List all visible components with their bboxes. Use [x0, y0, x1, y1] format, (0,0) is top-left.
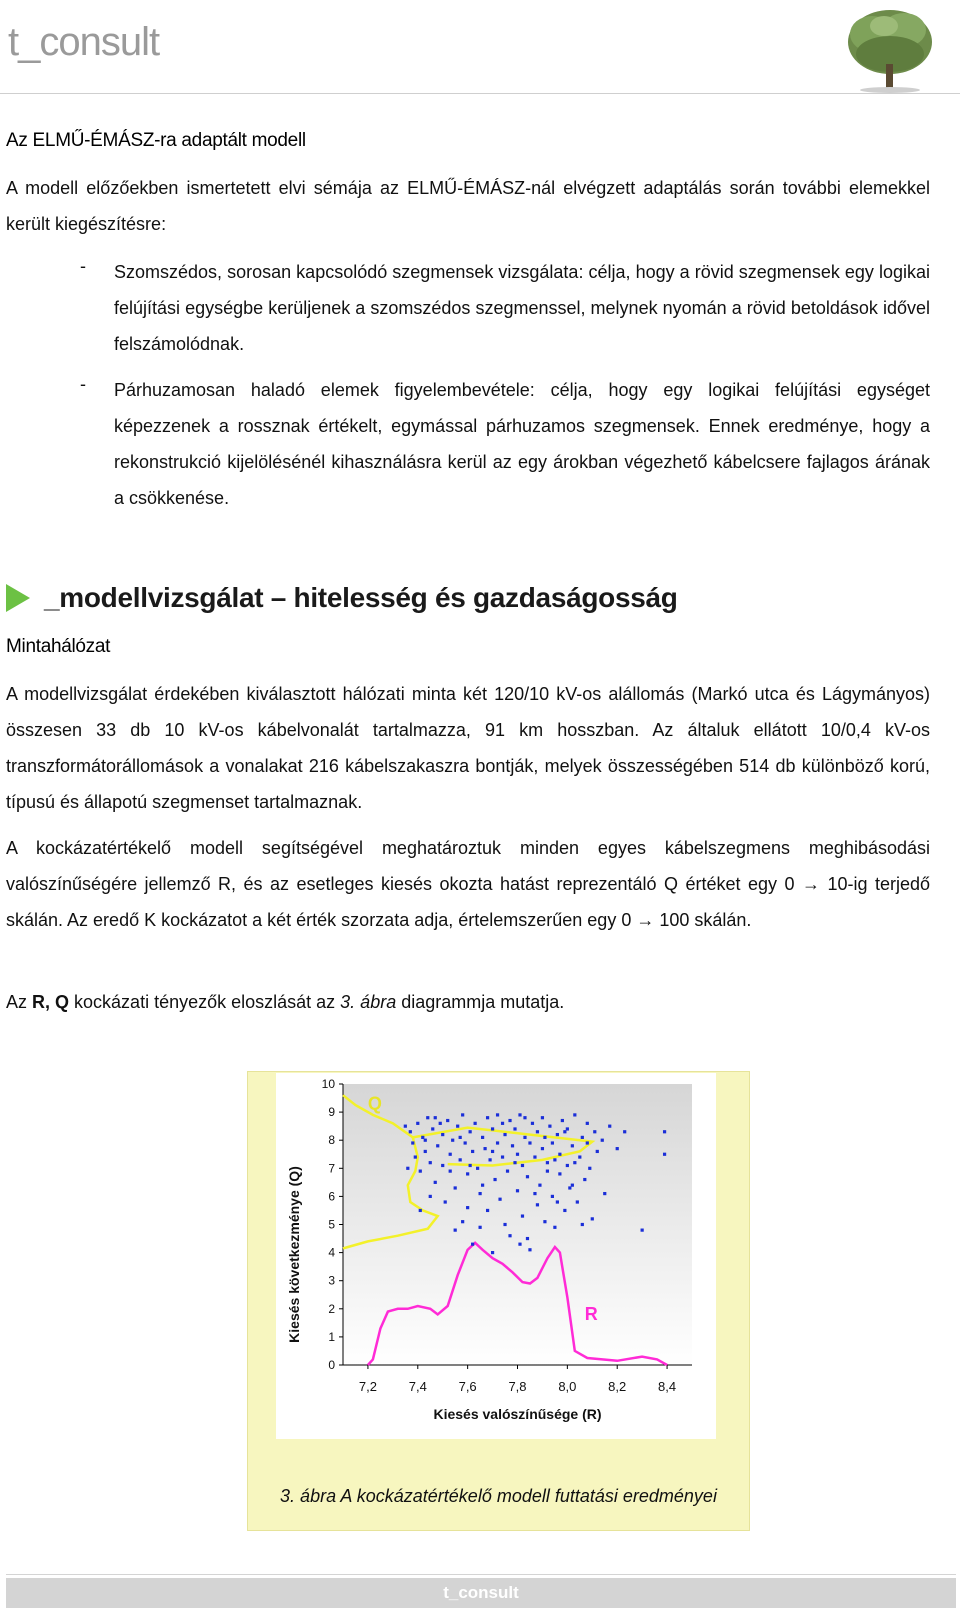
- data-point: [538, 1184, 541, 1187]
- data-point: [556, 1133, 559, 1136]
- data-point: [491, 1251, 494, 1254]
- data-point: [541, 1116, 544, 1119]
- data-point: [474, 1122, 477, 1125]
- x-tick-label: 7,6: [458, 1379, 477, 1394]
- curve-label: Q: [367, 1093, 382, 1114]
- data-point: [521, 1164, 524, 1167]
- data-point: [558, 1153, 561, 1156]
- data-point: [496, 1113, 499, 1116]
- bullet-marker: -: [80, 256, 86, 276]
- data-point: [541, 1147, 544, 1150]
- data-point: [581, 1136, 584, 1139]
- data-point: [588, 1167, 591, 1170]
- paragraph-network: A modellvizsgálat érdekében kiválasztott hálózati minta két 120/10 kV-os alállomás (Markó utca és Lágymányos) összesen 33 db 10 kV-os kábelvonalát tartalmazza, 91 km hosszban. Az általuk ellátott 10/0,4 kV-os transzformátorállomások a vonalakat 216 kábelszakaszra bontják, melyek összességében 514 db különböző korú, típusú és állapotú szegmenset tartalmaznak.: [6, 684, 930, 812]
- data-point: [518, 1243, 521, 1246]
- data-point: [424, 1150, 427, 1153]
- data-point: [513, 1127, 516, 1130]
- data-point: [663, 1153, 666, 1156]
- data-point: [583, 1178, 586, 1181]
- data-point: [406, 1167, 409, 1170]
- data-point: [581, 1223, 584, 1226]
- data-point: [523, 1136, 526, 1139]
- page-header: [0, 0, 960, 96]
- data-point: [601, 1139, 604, 1142]
- data-point: [531, 1122, 534, 1125]
- x-axis-label: Kiesés valószínűsége (R): [433, 1406, 602, 1422]
- data-point: [508, 1234, 511, 1237]
- data-point: [561, 1119, 564, 1122]
- data-point: [586, 1141, 589, 1144]
- data-point: [563, 1130, 566, 1133]
- footer-divider: [6, 1574, 956, 1575]
- data-point: [491, 1150, 494, 1153]
- data-point: [409, 1130, 412, 1133]
- data-point: [566, 1164, 569, 1167]
- data-point: [481, 1136, 484, 1139]
- data-point: [441, 1133, 444, 1136]
- data-point: [641, 1229, 644, 1232]
- data-point: [491, 1127, 494, 1130]
- data-point: [533, 1192, 536, 1195]
- data-point: [476, 1167, 479, 1170]
- data-point: [543, 1136, 546, 1139]
- data-point: [586, 1122, 589, 1125]
- green-triangle-icon: [6, 584, 30, 612]
- data-point: [486, 1116, 489, 1119]
- data-point: [528, 1141, 531, 1144]
- data-point: [449, 1153, 452, 1156]
- data-point: [551, 1195, 554, 1198]
- data-point: [523, 1116, 526, 1119]
- data-point: [419, 1209, 422, 1212]
- data-point: [503, 1133, 506, 1136]
- y-tick-label: 9: [328, 1105, 335, 1120]
- data-point: [481, 1184, 484, 1187]
- data-point: [479, 1226, 482, 1229]
- data-point: [434, 1116, 437, 1119]
- x-tick-label: 7,4: [408, 1379, 427, 1394]
- header-divider: [0, 93, 960, 94]
- data-point: [548, 1125, 551, 1128]
- data-point: [546, 1170, 549, 1173]
- data-point: [503, 1223, 506, 1226]
- subsection-title: Mintahálózat: [6, 636, 111, 657]
- data-point: [444, 1200, 447, 1203]
- data-point: [546, 1161, 549, 1164]
- data-point: [416, 1122, 419, 1125]
- data-point: [593, 1130, 596, 1133]
- data-point: [553, 1158, 556, 1161]
- data-point: [603, 1192, 606, 1195]
- data-point: [486, 1209, 489, 1212]
- data-point: [571, 1184, 574, 1187]
- data-point: [508, 1119, 511, 1122]
- data-point: [459, 1158, 462, 1161]
- data-point: [496, 1141, 499, 1144]
- data-point: [498, 1198, 501, 1201]
- bullet-item: Szomszédos, sorosan kapcsolódó szegmensek vizsgálata: célja, hogy a rövid szegmensek egy logikai felújítási egységbe kerüljenek a szomszédos szegmenssel, melynek nyomán a rövid betoldások idővel felszámolódnak.: [114, 262, 930, 354]
- paragraph-model: A kockázatértékelő modell segítségével meghatároztuk minden egyes kábelszegmens meghibásodási valószínűségére jellemző R, és az esetleges kiesés okozta hatást reprezentáló Q értéket egy 0 → 10-ig terjedő skálán. Az eredő K kockázatot a két érték szorzata adja, értelemszerűen egy 0 → 100 skálán.: [6, 838, 930, 930]
- data-point: [568, 1186, 571, 1189]
- data-point: [469, 1130, 472, 1133]
- x-tick-label: 8,2: [608, 1379, 627, 1394]
- data-point: [536, 1203, 539, 1206]
- figure-panel: [247, 1071, 750, 1531]
- data-point: [464, 1141, 467, 1144]
- data-point: [536, 1130, 539, 1133]
- data-point: [501, 1122, 504, 1125]
- data-point: [516, 1153, 519, 1156]
- x-tick-label: 7,8: [508, 1379, 527, 1394]
- data-point: [454, 1229, 457, 1232]
- data-point: [521, 1214, 524, 1217]
- data-point: [439, 1122, 442, 1125]
- data-point: [663, 1130, 666, 1133]
- data-point: [419, 1170, 422, 1173]
- data-point: [556, 1200, 559, 1203]
- x-tick-label: 8,0: [558, 1379, 577, 1394]
- data-point: [441, 1164, 444, 1167]
- data-point: [553, 1226, 556, 1229]
- y-tick-label: 2: [328, 1301, 335, 1316]
- data-point: [436, 1144, 439, 1147]
- data-point: [623, 1130, 626, 1133]
- data-point: [488, 1158, 491, 1161]
- x-tick-label: 8,4: [658, 1379, 677, 1394]
- y-tick-label: 6: [328, 1189, 335, 1204]
- data-point: [578, 1155, 581, 1158]
- data-point: [493, 1178, 496, 1181]
- y-tick-label: 10: [321, 1077, 335, 1091]
- figure-caption: 3. ábra A kockázatértékelő modell futtatási eredményei: [280, 1486, 717, 1506]
- page-footer: t_consult: [6, 1578, 956, 1608]
- data-point: [506, 1170, 509, 1173]
- data-point: [608, 1125, 611, 1128]
- section-heading: [6, 582, 678, 614]
- data-point: [576, 1200, 579, 1203]
- y-tick-label: 0: [328, 1358, 335, 1372]
- y-tick-label: 3: [328, 1273, 335, 1288]
- data-point: [446, 1119, 449, 1122]
- data-point: [596, 1150, 599, 1153]
- data-point: [616, 1147, 619, 1150]
- data-point: [404, 1125, 407, 1128]
- data-point: [466, 1172, 469, 1175]
- data-point: [434, 1181, 437, 1184]
- data-point: [449, 1170, 452, 1173]
- data-point: [431, 1127, 434, 1130]
- scatter-chart: [248, 1072, 749, 1477]
- data-point: [461, 1113, 464, 1116]
- data-point: [566, 1127, 569, 1130]
- data-point: [483, 1147, 486, 1150]
- data-point: [551, 1141, 554, 1144]
- intro-paragraph: A modell előzőekben ismertetett elvi sémája az ELMŰ-ÉMÁSZ-nál elvégzett adaptálás során további elemekkel került kiegészítésre:: [6, 178, 930, 234]
- data-point: [471, 1150, 474, 1153]
- data-point: [421, 1136, 424, 1139]
- tree-logo-icon: [838, 6, 942, 94]
- paragraph-figure-ref: Az R, Q kockázati tényezők eloszlását az 3. ábra diagrammja mutatja.: [6, 992, 565, 1012]
- curve-label: R: [584, 1304, 598, 1325]
- data-point: [563, 1209, 566, 1212]
- data-point: [456, 1125, 459, 1128]
- data-point: [573, 1113, 576, 1116]
- y-tick-label: 1: [328, 1329, 335, 1344]
- data-point: [543, 1220, 546, 1223]
- bullet-item: Párhuzamosan haladó elemek figyelembevétele: célja, hogy egy logikai felújítási egységet képezzenek a rossznak értékelt, egymással párhuzamos szegmensek. Ennek eredménye, hogy a rekonstrukció kijelölésénél kihasználásra kerül az egy árokban végezhető kábelcsere fajlagos árának a csökkenése.: [114, 380, 930, 508]
- data-point: [466, 1206, 469, 1209]
- data-point: [471, 1243, 474, 1246]
- data-point: [528, 1248, 531, 1251]
- data-point: [558, 1172, 561, 1175]
- data-point: [501, 1155, 504, 1158]
- y-tick-label: 5: [328, 1217, 335, 1232]
- data-point: [511, 1144, 514, 1147]
- figure-reference-link: 3. ábra: [340, 992, 397, 1012]
- data-point: [426, 1116, 429, 1119]
- data-point: [429, 1195, 432, 1198]
- heading-text: _modellvizsgálat – hitelesség és gazdaságosság: [44, 582, 678, 613]
- y-axis-label: Kiesés következménye (Q): [286, 1166, 302, 1343]
- y-tick-label: 8: [328, 1133, 335, 1148]
- data-point: [533, 1155, 536, 1158]
- data-point: [571, 1144, 574, 1147]
- bullet-marker: -: [80, 374, 86, 394]
- x-tick-label: 7,2: [358, 1379, 377, 1394]
- data-point: [479, 1192, 482, 1195]
- data-point: [461, 1220, 464, 1223]
- data-point: [429, 1161, 432, 1164]
- data-point: [459, 1136, 462, 1139]
- data-point: [513, 1161, 516, 1164]
- section-title: Az ELMŰ-ÉMÁSZ-ra adaptált modell: [6, 130, 306, 151]
- data-point: [516, 1189, 519, 1192]
- y-tick-label: 7: [328, 1161, 335, 1176]
- data-point: [411, 1141, 414, 1144]
- data-point: [591, 1217, 594, 1220]
- data-point: [573, 1161, 576, 1164]
- data-point: [526, 1237, 529, 1240]
- data-point: [454, 1186, 457, 1189]
- company-logo: t_consult: [8, 20, 160, 64]
- data-point: [414, 1155, 417, 1158]
- data-point: [518, 1113, 521, 1116]
- data-point: [451, 1139, 454, 1142]
- data-point: [469, 1164, 472, 1167]
- data-point: [424, 1139, 427, 1142]
- data-point: [526, 1175, 529, 1178]
- y-tick-label: 4: [328, 1245, 335, 1260]
